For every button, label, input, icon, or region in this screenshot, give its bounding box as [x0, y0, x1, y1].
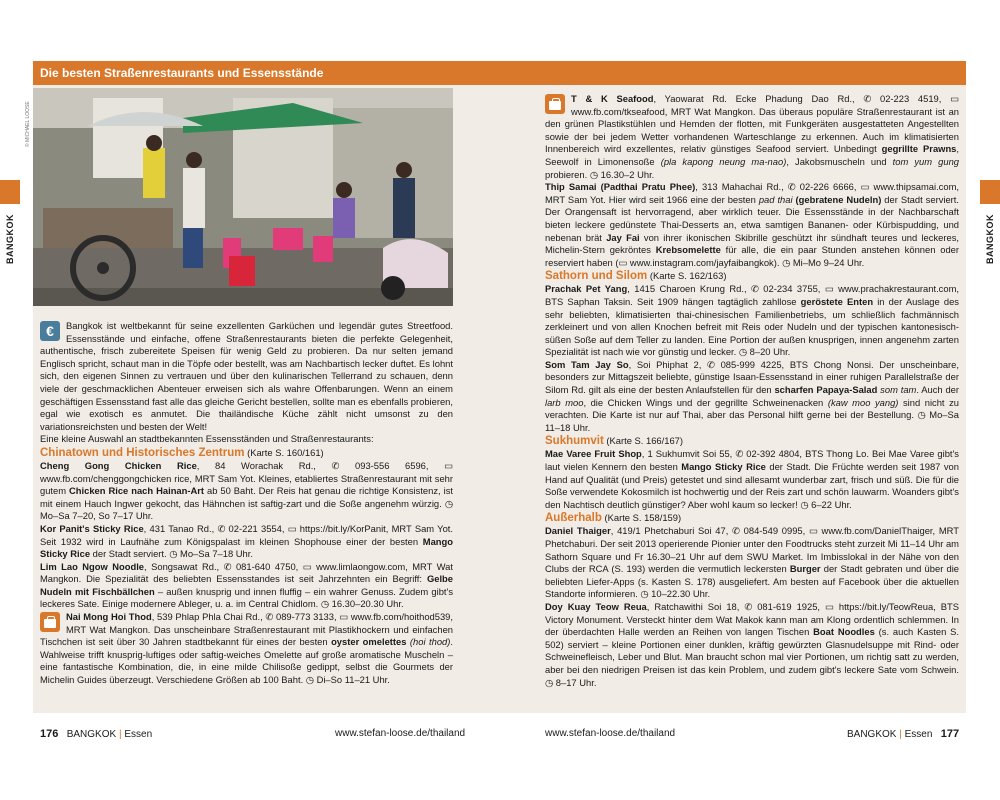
- footer-city-left: BANGKOK: [66, 729, 117, 740]
- entry-nai-mong: Nai Mong Hoi Thod, 539 Phlap Phla Chai Rd., ✆ 089-773 3133, ▭ www.fb.com/hoithod539, MRT Wat Mangkon. Das unscheinbare Straßenrestaurant mit Plastikhockern und einfachen Tischchen ist seit über 30 Jahren stadtbekannt für eines der besten oyster omelettes (hoi thod). Wahlweise trifft knusprig-luftiges oder saftig-weiches Omelette auf große aromatische Muscheln – eine fantastische Kombination, die, in eine milde Chilisoße gedippt, selbst die Gourmets der Michelin Guides überzeugt. Verschiedene Größen ab 100 Baht. ◷ Di–So 11–21 Uhr.: [40, 611, 453, 686]
- left-column: [40, 320, 453, 687]
- entry-cheng-gong: Cheng Gong Chicken Rice, 84 Worachak Rd., ✆ 093-556 6596, ▭ www.fb.com/chenggongchicken rice, MRT Sam Yot. Kleines, etabliertes Straßenrestaurant mit sehr gutem Chicken Rice nach Hainan-Art ab 50 Baht. Der Reis hat genau die richtige Konsistenz, ist mit einem Hauch Ingwer gekocht, das Hähnchen ist saftig-zart und die Soße angenehm würzig. ◷ Mo–Sa 7–20, So 7–17 Uhr.: [40, 459, 453, 522]
- footer-right: BANGKOK | Essen 177: [847, 728, 960, 740]
- footer-city-right: BANGKOK: [847, 729, 897, 740]
- intro-paragraph: € Bangkok ist weltbekannt für seine exzellenten Garküchen und legendär gutes Streetfood. Essensstände und einfache, offene Straßenrestaurants bieten die perfekte Gelegenheit, authentische, frisch zubereitete Speisen für wenig Geld zu probieren. Da nur selten jemand Englisch spricht, schaut man in die Töpfe oder bestellt, was am Nachbartisch lecker duftet. Es lohnt sich, den eigenen Sinnen zu vertrauen und über den kulinarischen Tellerrand zu schauen, denn viele der geschmacklichen Abenteuer erweisen sich als wahre Offenbarungen. Wenn an einem geschäftigen Essensstand fast alle das gleiche Gericht bestellen, sollte man es ebenfalls probieren, egal wie exotisch es anmutet. Die thailändische Küche zählt nicht umsonst zu den variationsreichsten und besten der Welt!: [40, 320, 453, 432]
- entry-prachak: Prachak Pet Yang, 1415 Charoen Krung Rd., ✆ 02-234 3755, ▭ www.prachakrestaurant.com, BTS Saphan Taksin. Seit 1909 hängen tagtäglich zahllose geröstete Enten in der Auslage des sehr beliebten, klimatisierten thai-chinesischen Familienbetriebs, um schließlich fachmännisch zerkleinert und von allen Knochen befreit mit Reis oder Nudeln und der typischen kantonesisch-süßen Soße auf dem Teller zu landen. Eine Portion der außen knusprigen, innen angenehm zarten Spezialität ist nach wie vor günstig und lecker. ◷ 8–20 Uhr.: [545, 283, 959, 358]
- footer-chapter-left: Essen: [124, 729, 153, 740]
- entry-daniel-thaiger: Daniel Thaiger, 419/1 Phetchaburi Soi 47, ✆ 084-549 0995, ▭ www.fb.com/DanielThaiger, MRT Phetchaburi. Der seit 2013 operierende Pionier unter den Foodtrucks steht zurzeit Mi 11–14 Uhr am Sathorn Square und Fr 16.30–21 Uhr auf dem SWU Market. Im Imbisslokal in der Nähe von den Clubs der RCA (S. 193) werden die vermutlich leckersten Burger der Stadt gebraten und über die beliebten Liefer-Apps (s. Kasten S. 178) ausgeliefert. Am besten auf Facebook über die aktuellen Standorte informieren. ◷ 10–22.30 Uhr.: [545, 525, 960, 600]
- photo-credit: © MICHAEL LOOSE: [25, 101, 31, 147]
- euro-icon: €: [40, 321, 60, 341]
- entry-thip-samai: Thip Samai (Padthai Pratu Phee), 313 Mahachai Rd., ✆ 02-226 6666, ▭ www.thipsamai.com, MRT Sam Yot. Hier wird seit 1966 eine der besten pad thai (gebratene Nudeln) der Stadt serviert. Der Orangensaft ist hervorragend, aber wirklich teuer. Die Essensstände in der Nachbarschaft bieten leckere gedünstete Thai-Desserts an, etwa samtigen Bananen- oder Kürbispudding, und nebenan brät Jay Fai von ihrer ikonischen Skibrille geschützt ihr sündhaft teures und leckeres, Michelin-Stern gekröntes Krebsomelette für alle, die ein paar Stunden anstehen können oder reserviert haben (▭ www.instagram.com/jayfaibangkok). ◷ Mi–Mo 9–24 Uhr.: [545, 181, 960, 268]
- entry-lim-lao: Lim Lao Ngow Noodle, Songsawat Rd., ✆ 081-640 4750, ▭ www.limlaongow.com, MRT Wat Mangkon. Die Spezialität des beliebten Essensstandes ist seit Jahrzehnten ein Begriff: Gelbe Nudeln mit Fischbällchen – außen knusprig und innen fluffig – ein wahrer Genuss. Zudem gibt's leckeres Sate. Einige modernere Ableger, u. a. im Central Chidlom. ◷ 16.30–20.30 Uhr.: [40, 560, 454, 610]
- entry-mae-varee: Mae Varee Fruit Shop, 1 Sukhumvit Soi 55, ✆ 02-392 4804, BTS Thong Lo. Bei Mae Varee gibt's laut vielen Kennern den besten Mango Sticky Rice der Stadt. Die Früchte werden seit 1987 von Hand auf Qualität (und Preis) getestet und sind allesamt wunderbar zart, frisch und süß. Die für die Soße verwendete Kokosmilch ist hochwertig und der Reis zart und schön lauwarm. Woanders gibt's den Nachtisch deutlich günstiger? Aber wohl kaum so lecker! ◷ 6–22 Uhr.: [545, 448, 959, 510]
- intro-subline: Eine kleine Auswahl an stadtbekannten Essensständen und Straßenrestaurants:: [40, 433, 374, 445]
- side-label-right: BANGKOK: [985, 214, 995, 264]
- footer-url-left[interactable]: www.stefan-loose.de/thailand: [335, 728, 466, 739]
- entry-som-tam: Som Tam Jay So, Soi Phiphat 2, ✆ 085-999 4225, BTS Chong Nonsi. Der unscheinbare, besonders zur Mittagszeit beliebte, günstige Isaan-Essensstand in einer ruhigen Parallelstraße der Silom Rd. gilt als eine der besten Anlaufstellen für den scharfen Papaya-Salad som tam. Auch der larb moo, die Chicken Wings und der gegrillte Schweinenacken (kaw moo yang) sind nicht zu verachten. Die Karte ist nur auf Thai, aber das Personal hilft gerne bei der Bestellung. ◷ Mo–Sa 11–18 Uhr.: [545, 358, 960, 433]
- footer-url-right[interactable]: www.stefan-loose.de/thailand: [545, 728, 676, 739]
- shopping-bag-icon: [545, 94, 565, 114]
- section-heading-ausserhalb: Außerhalb (Karte S. 158/159): [545, 512, 682, 525]
- footer-left: 176 BANGKOK | Essen: [40, 728, 153, 740]
- street-food-photo: [33, 88, 453, 306]
- shopping-bag-icon: [40, 612, 60, 632]
- footer-chapter-right: Essen: [904, 729, 933, 740]
- entry-kor-panit: Kor Panit's Sticky Rice, 431 Tanao Rd., ✆ 02-221 3554, ▭ https://bit.ly/KorPanit, MRT Sam Yot. Seit 1932 wird in Laufnähe zum Königspalast im kleinen Shophouse einer der besten Mango Sticky Rice der Stadt serviert. ◷ Mo–Sa 7–18 Uhr.: [40, 522, 453, 560]
- section-heading-sathorn: Sathorn und Silom (Karte S. 162/163): [545, 270, 727, 283]
- box-title: Die besten Straßenrestaurants und Essensstände: [40, 66, 324, 80]
- side-tab-left: [0, 180, 20, 204]
- section-heading-sukhumvit: Sukhumvit (Karte S. 166/167): [545, 435, 684, 448]
- side-label-left: BANGKOK: [5, 214, 15, 264]
- page-number-right: 177: [940, 728, 960, 740]
- side-tab-right: [980, 180, 1000, 204]
- section-heading-chinatown: Chinatown und Historisches Zentrum (Karte S. 160/161): [40, 446, 324, 459]
- page-number-left: 176: [40, 728, 59, 740]
- entry-tk-seafood: T & K Seafood, Yaowarat Rd. Ecke Phadung Dao Rd., ✆ 02-223 4519, ▭ www.fb.com/tkseafood, MRT Wat Mangkon. Das überaus populäre Straßenrestaurant ist an den grünen Plastikstühlen und Hemden der flotten, mit Funkgeräten ausgestatteten Angestellten sowie der bei jedem Wetter vorhandenen Warteschlange zu erkennen. Auch im klimatisierten Innenbereich wird exzellentes, relativ günstiges Seafood serviert. Unbedingt gegrillte Prawns, Seewolf in Limonensoße (pla kapong neung ma-nao), Jakobsmuscheln und tom yum gung probieren. ◷ 16.30–2 Uhr.: [545, 93, 960, 180]
- entry-doy-kuay: Doy Kuay Teow Reua, Ratchawithi Soi 18, ✆ 081-619 1925, ▭ https://bit.ly/TeowReua, BTS Victory Monument. Versteckt hinter dem Wat Makok kann man am Klong ordentlich schlemmen. In der überdachten Halle werden an Reihen von langen Tischen Boat Noodles (s. auch Kasten S. 502) serviert – kleine Portionen einer dunklen, kräftig gewürzten Glasnudelsuppe mit Rind- oder Schweinefleisch, Leber und Blut. Man braucht schon mal vier Portionen, um richtig satt zu werden, aber bei den niedrigen Preisen ist das kein Problem, und zudem gibt's leckere Sate vom Schwein. ◷ 8–17 Uhr.: [545, 600, 959, 688]
- right-column: [545, 93, 959, 689]
